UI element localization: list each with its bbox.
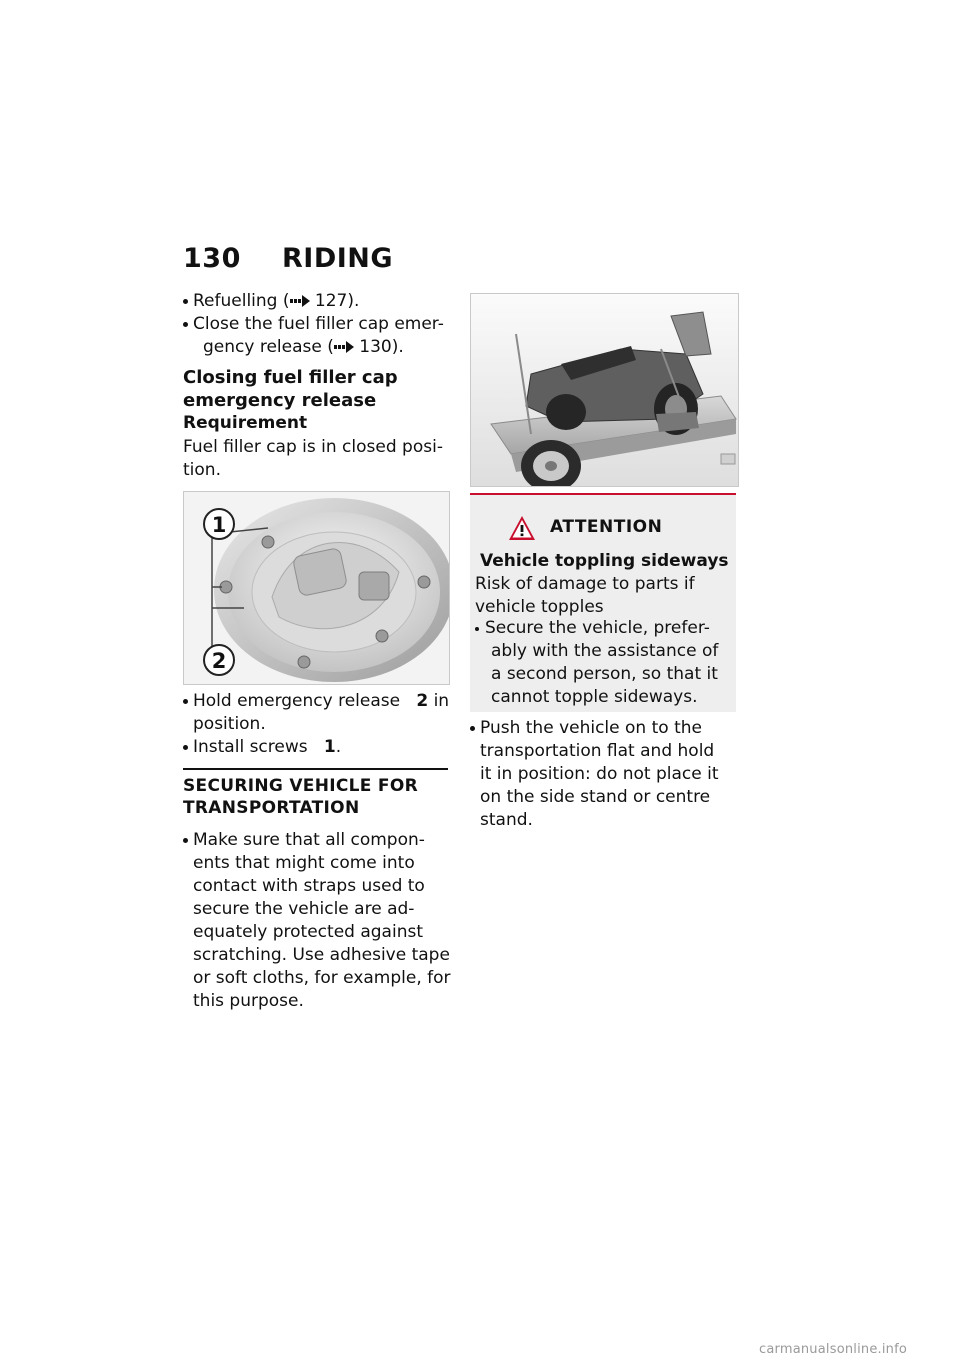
bullet-list-mid: [183, 690, 453, 759]
list-item-text: gency release (: [203, 337, 334, 357]
warning-actions: [475, 617, 731, 709]
list-item-refuelling: [183, 290, 453, 313]
list-item-line: ably with the assistance of: [491, 641, 719, 661]
list-item-line: Push the vehicle on to the: [480, 718, 702, 738]
bullet-list-right: [470, 717, 745, 832]
arrow-right-icon: [290, 295, 310, 307]
watermark-text: carmanualsonline.info: [759, 1342, 908, 1357]
figure-label-1: 1: [211, 513, 227, 537]
warning-action-item: [475, 617, 731, 709]
scooter-trailer-figure: [470, 293, 739, 487]
subheading-closing-2: emergency release: [183, 390, 377, 411]
scooter-trailer-illustration: [471, 294, 738, 486]
list-item-line: ents that might come into: [193, 853, 415, 873]
warning-title: Vehicle toppling sideways: [480, 551, 729, 571]
list-item-text: Hold emergency release: [193, 691, 401, 711]
fuel-cap-illustration: [184, 492, 449, 684]
requirement-text-2: tion.: [183, 460, 221, 480]
section-heading-1: SECURING VEHICLE FOR: [183, 776, 418, 796]
list-item-hold-release: [183, 690, 453, 736]
list-item-text: in: [433, 691, 450, 711]
warning-risk-2: vehicle topples: [475, 597, 604, 617]
section-divider: [183, 768, 448, 770]
warning-risk-1: Risk of damage to parts if: [475, 574, 695, 594]
list-item-text: .: [335, 737, 342, 757]
list-item-install-screws: [183, 736, 453, 759]
section-heading-2: TRANSPORTATION: [183, 798, 360, 818]
page-ref[interactable]: 130: [359, 337, 392, 357]
callout-number: 1: [323, 737, 336, 757]
list-item-close: ).: [391, 337, 404, 357]
subheading-closing-1: Closing fuel filler cap: [183, 367, 398, 388]
list-item-line: Secure the vehicle, prefer-: [485, 618, 710, 638]
list-item-line: cannot topple sideways.: [491, 687, 698, 707]
list-item-line: stand.: [480, 810, 533, 830]
page-number: 130: [183, 243, 241, 274]
bullet-list-bottom: [183, 829, 458, 1013]
list-item-line: or soft cloths, for example, for: [193, 968, 451, 988]
list-item-text: Install screws: [193, 737, 308, 757]
chapter-title: RIDING: [282, 243, 394, 274]
list-item-text: Close the fuel filler cap emer-: [193, 314, 444, 334]
list-item-text: position.: [193, 714, 266, 734]
list-item-text: Refuelling (: [193, 291, 290, 311]
requirement-label: Requirement: [183, 413, 308, 433]
list-item-protect: [183, 829, 458, 1013]
warning-box: [470, 493, 736, 712]
list-item-line: contact with straps used to: [193, 876, 425, 896]
requirement-text-1: Fuel filler cap is in closed posi-: [183, 437, 443, 457]
figure-label-2: 2: [211, 649, 227, 673]
list-item-close-cap: [183, 313, 453, 359]
callout-number: 2: [416, 691, 429, 711]
list-item-line: on the side stand or centre: [480, 787, 711, 807]
fuel-cap-figure: [183, 491, 450, 685]
list-item-line: secure the vehicle are ad-: [193, 899, 415, 919]
arrow-right-icon: [334, 341, 354, 353]
list-item-line: scratching. Use adhesive tape: [193, 945, 450, 965]
list-item-line: equately protected against: [193, 922, 423, 942]
list-item-line: it in position: do not place it: [480, 764, 719, 784]
list-item-line: a second person, so that it: [491, 664, 718, 684]
list-item-line: Make sure that all compon-: [193, 830, 425, 850]
bullet-list-top: [183, 290, 453, 359]
warning-triangle-icon: [508, 515, 536, 541]
warning-label: ATTENTION: [550, 517, 663, 537]
list-item-line: this purpose.: [193, 991, 304, 1011]
page-ref[interactable]: 127: [314, 291, 348, 311]
list-item-push-vehicle: [470, 717, 745, 832]
list-item-line: transportation flat and hold: [480, 741, 715, 761]
list-item-close: ).: [347, 291, 360, 311]
